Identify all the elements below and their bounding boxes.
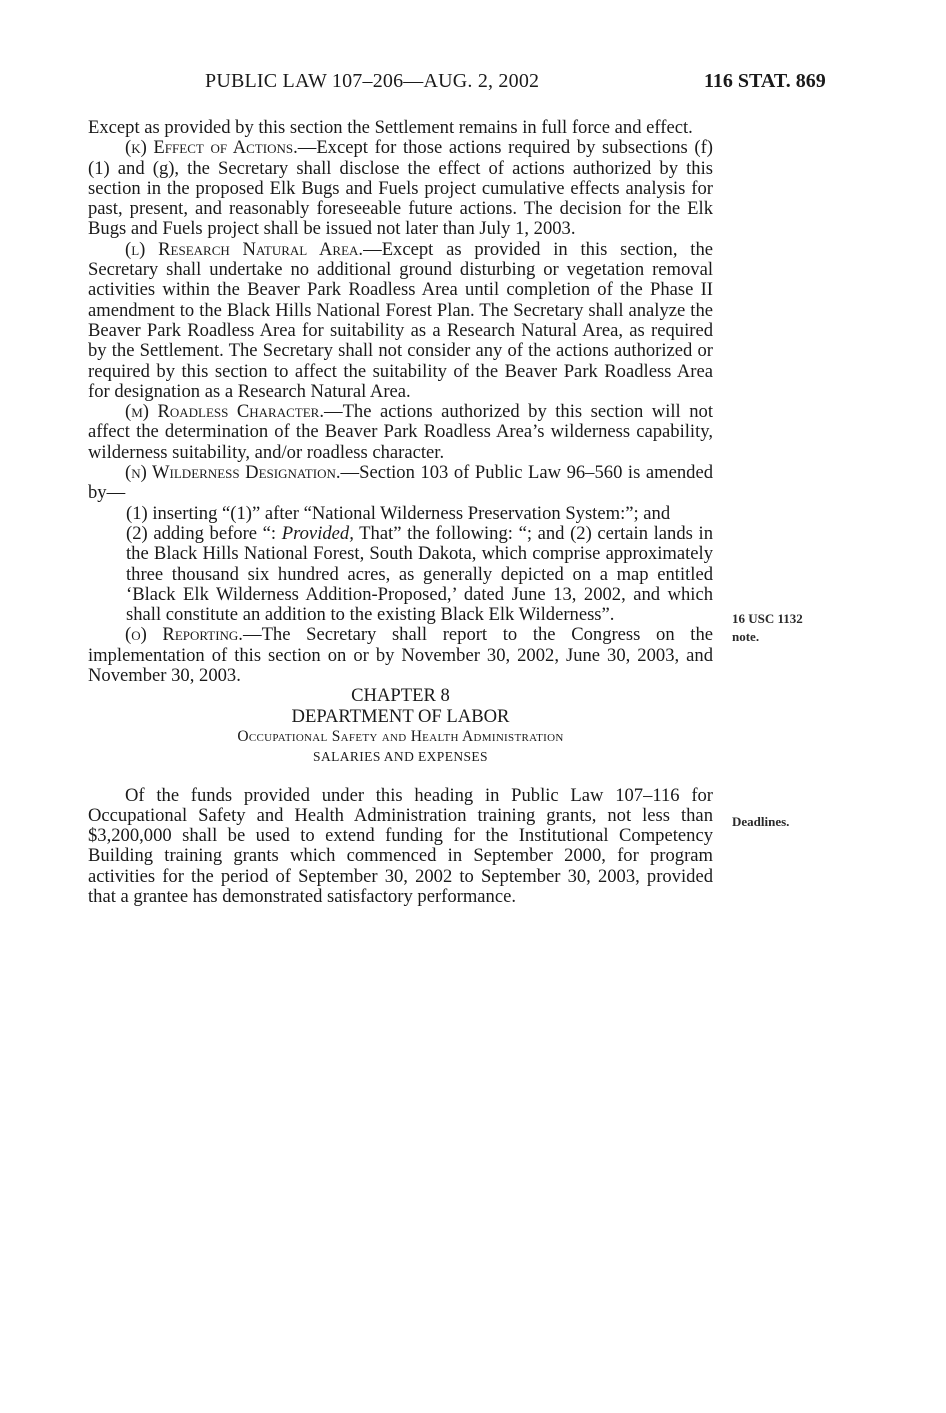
subsection-k-heading: (k) Effect of Actions. [125,137,298,159]
running-head [0,70,946,96]
subsection-k [88,138,713,239]
running-head-title: PUBLIC LAW 107–206—AUG. 2, 2002 [205,70,540,92]
subsection-n-1: (1) inserting “(1)” after “National Wilderness Preservation System:”; and [126,502,671,524]
department-heading: DEPARTMENT OF LABOR [291,705,510,727]
subsection-m-body: —The actions authorized by this section will not affect the determination of the Beaver Park Roadless Area’s wilderness capability, wilderness suitability, and/or roadless character. [88,401,713,463]
subsection-o [88,625,713,686]
subsection-n-2-lead: (2) adding before “: [126,522,282,544]
subsection-l [88,240,713,402]
account-heading: SALARIES AND EXPENSES [313,749,488,765]
margin-note-usc [732,610,803,646]
subsection-n [88,463,713,504]
subsection-n-2-italic: Provided, [281,522,354,544]
subsection-n-heading: (n) Wilderness Designation. [125,462,341,484]
margin-note-usc-line2: note. [732,629,760,644]
subsection-n-2 [88,524,713,625]
subsection-l-heading: (l) Research Natural Area. [125,238,364,260]
osha-paragraph: Of the funds provided under this heading in Public Law 107–116 for Occupational Safety and Health Administration training grants, not less than $3,200,000 shall be used to extend funding for the Institutional Competency Building training grants which commenced in September 2000, for program activities for the period of September 30, 2002 to September 30, 2003, provided that a grantee has demonstrated satisfactory performance. [88,784,713,907]
subsection-m-heading: (m) Roadless Character. [125,401,324,423]
statute-page-number: 116 STAT. 869 [704,70,826,92]
chapter-number: CHAPTER 8 [351,685,450,707]
subsection-k-body: —Except for those actions required by subsections (f)(1) and (g), the Secretary shall disclose the effect of actions authorized by this section in the proposed Elk Bugs and Fuels project cumulative effects analysis for past, present, and reasonably foreseeable future actions. The decision for the Elk Bugs and Fuels project shall be issued not later than July 1, 2003. [88,137,714,240]
subsection-n-2-text: That” the following: “; and (2) certain lands in the Black Hills National Forest, South Dakota, which comprise approximately three thousand six hundred acres, as generally depicted on a map entitled ‘Black Elk Wilderness Addition-Proposed,’ dated June 13, 2002, and which shall constitute an addition to the existing Black Elk Wilderness”. [126,522,713,626]
margin-note-deadlines: Deadlines. [732,814,790,829]
agency-heading: Occupational Safety and Health Administration [237,727,564,745]
paragraph-intro: Except as provided by this section the Settlement remains in full force and effect. [88,117,693,138]
subsection-m [88,402,713,463]
subsection-o-heading: (o) Reporting. [125,624,243,646]
subsection-l-body: —Except as provided in this section, the Secretary shall undertake no additional ground disturbing or vegetation removal activities within the Beaver Park Roadless Area until completion of the Phase II amendment to the Black Hills National Forest Plan. The Secretary shall analyze the Beaver Park Roadless Area for suitability as a Research Natural Area, as required by the Settlement. The Secretary shall not consider any of the actions authorized or required by this section to affect the suitability of the Beaver Park Roadless Area for designation as a Research Natural Area. [88,238,713,402]
margin-note-usc-line1: 16 USC 1132 [732,611,803,626]
subsection-n-body: —Section 103 of Public Law 96–560 is amended by— [88,462,713,504]
body-text [88,118,713,907]
subsection-o-body: —The Secretary shall report to the Congress on the implementation of this section on or by November 30, 2002, June 30, 2003, and November 30, 2003. [88,624,713,687]
